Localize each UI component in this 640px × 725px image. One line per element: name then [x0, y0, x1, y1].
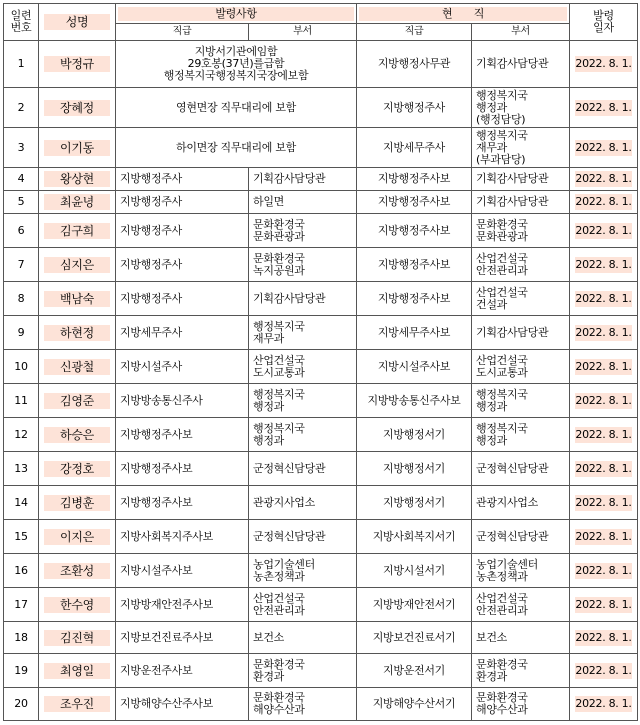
row-cur-dept: 행정복지국 행정과: [472, 418, 570, 452]
row-date: [570, 214, 638, 248]
row-rank: 지방행정주사보: [116, 452, 249, 486]
row-date: [570, 168, 638, 191]
row-dept: 산업건설국 안전관리과: [249, 588, 357, 622]
row-date: [570, 452, 638, 486]
row-cur-rank: 지방시설서기: [357, 554, 472, 588]
row-rank: 지방사회복지주사보: [116, 520, 249, 554]
row-cur-dept: 산업건설국 안전관리과: [472, 588, 570, 622]
row-cur-rank: 지방세무주사: [357, 128, 472, 168]
table-row: [4, 88, 638, 128]
row-dept: 문화환경국 문화관광과: [249, 214, 357, 248]
table-row: [4, 520, 638, 554]
row-dept: 군정혁신담당관: [249, 452, 357, 486]
row-date-text: 2022. 8. 1.: [575, 257, 632, 271]
row-no: 18: [4, 622, 39, 654]
row-no: 4: [4, 168, 39, 191]
row-name-text: 최윤녕: [44, 194, 110, 210]
row-cur-dept: 군정혁신담당관: [472, 520, 570, 554]
row-name-text: 이지은: [44, 529, 110, 545]
row-cur-rank: 지방행정주사보: [357, 214, 472, 248]
row-cur-dept: 기획감사담당관: [472, 168, 570, 191]
row-cur-rank: 지방행정주사보: [357, 248, 472, 282]
row-cur-rank: 지방행정주사보: [357, 191, 472, 214]
row-cur-rank: 지방행정서기: [357, 486, 472, 520]
table-row: [4, 41, 638, 88]
row-name: [39, 88, 116, 128]
row-date: [570, 316, 638, 350]
row-no: 15: [4, 520, 39, 554]
row-name: [39, 128, 116, 168]
row-name-text: 김진혁: [44, 630, 110, 646]
header-date: 발령 일자: [570, 4, 638, 41]
row-no: 13: [4, 452, 39, 486]
row-name: [39, 282, 116, 316]
row-cur-dept: 산업건설국 안전관리과: [472, 248, 570, 282]
row-cur-rank: 지방방송통신주사보: [357, 384, 472, 418]
row-no: 11: [4, 384, 39, 418]
row-date-text: 2022. 8. 1.: [575, 495, 632, 509]
row-no: 19: [4, 654, 39, 688]
row-date-text: 2022. 8. 1.: [575, 597, 632, 611]
row-cur-dept: 관광지사업소: [472, 486, 570, 520]
row-name: [39, 384, 116, 418]
row-name-text: 심지은: [44, 257, 110, 273]
row-name: [39, 168, 116, 191]
row-date: [570, 486, 638, 520]
row-name-text: 장혜정: [44, 100, 110, 116]
row-dept: 문화환경국 해양수산과: [249, 688, 357, 721]
row-cur-rank: 지방행정서기: [357, 418, 472, 452]
row-name-text: 김병훈: [44, 495, 110, 511]
row-cur-dept: 농업기술센터 농촌정책과: [472, 554, 570, 588]
row-date-text: 2022. 8. 1.: [575, 195, 632, 208]
row-name-text: 박정규: [44, 56, 110, 72]
row-cur-dept: 산업건설국 건설과: [472, 282, 570, 316]
row-date: [570, 554, 638, 588]
row-date-text: 2022. 8. 1.: [575, 223, 632, 237]
row-date-text: 2022. 8. 1.: [575, 663, 632, 677]
row-dept: 행정복지국 재무과: [249, 316, 357, 350]
row-date: [570, 128, 638, 168]
row-no: 7: [4, 248, 39, 282]
row-name-text: 최영일: [44, 663, 110, 679]
row-name-text: 왕상현: [44, 171, 110, 187]
table-row: [4, 384, 638, 418]
row-cur-rank: 지방행정주사보: [357, 282, 472, 316]
row-name-text: 이기동: [44, 140, 110, 156]
row-rank: 지방방재안전주사보: [116, 588, 249, 622]
table-row: [4, 282, 638, 316]
row-name: [39, 520, 116, 554]
row-cur-dept: 문화환경국 환경과: [472, 654, 570, 688]
row-rank: 지방행정주사: [116, 168, 249, 191]
row-name-text: 백남숙: [44, 291, 110, 307]
header-cur-dept: 부서: [472, 24, 570, 41]
header-no: 일련 번호: [4, 4, 39, 41]
header-current: 현 직: [357, 4, 570, 24]
row-dept: 관광지사업소: [249, 486, 357, 520]
row-cur-rank: 지방보건진료서기: [357, 622, 472, 654]
row-date: [570, 622, 638, 654]
row-cur-rank: 지방사회복지서기: [357, 520, 472, 554]
row-cur-dept: 기획감사담당관: [472, 316, 570, 350]
row-date-text: 2022. 8. 1.: [575, 291, 632, 305]
row-date-text: 2022. 8. 1.: [575, 393, 632, 407]
row-rank: 지방방송통신주사: [116, 384, 249, 418]
row-name: [39, 316, 116, 350]
row-appointment-merged: 하이면장 직무대리에 보함: [116, 128, 357, 168]
table-row: [4, 316, 638, 350]
row-date-text: 2022. 8. 1.: [575, 529, 632, 543]
row-date: [570, 41, 638, 88]
row-no: 17: [4, 588, 39, 622]
row-dept: 보건소: [249, 622, 357, 654]
row-dept: 문화환경국 녹지공원과: [249, 248, 357, 282]
row-date: [570, 418, 638, 452]
row-cur-rank: 지방운전서기: [357, 654, 472, 688]
row-dept: 행정복지국 행정과: [249, 418, 357, 452]
table-row: [4, 688, 638, 721]
row-rank: 지방시설주사보: [116, 554, 249, 588]
row-cur-dept: 산업건설국 도시교통과: [472, 350, 570, 384]
table-row: [4, 452, 638, 486]
row-cur-dept: 보건소: [472, 622, 570, 654]
row-no: 14: [4, 486, 39, 520]
row-name: [39, 452, 116, 486]
row-dept: 기획감사담당관: [249, 282, 357, 316]
row-name: [39, 191, 116, 214]
row-cur-rank: 지방행정사무관: [357, 41, 472, 88]
row-name: [39, 588, 116, 622]
row-cur-dept: 기획감사담당관: [472, 191, 570, 214]
row-dept: 농업기술센터 농촌정책과: [249, 554, 357, 588]
row-date-text: 2022. 8. 1.: [575, 427, 632, 441]
row-name: [39, 248, 116, 282]
row-name: [39, 654, 116, 688]
row-no: 1: [4, 41, 39, 88]
row-no: 5: [4, 191, 39, 214]
appointment-table: [3, 3, 638, 721]
row-date: [570, 191, 638, 214]
header-rank: 직급: [116, 24, 249, 41]
row-no: 6: [4, 214, 39, 248]
row-cur-rank: 지방방재안전서기: [357, 588, 472, 622]
row-date: [570, 688, 638, 721]
row-dept: 하일면: [249, 191, 357, 214]
row-date: [570, 282, 638, 316]
row-date-text: 2022. 8. 1.: [575, 325, 632, 339]
row-cur-dept: 행정복지국 행정과 (행정담당): [472, 88, 570, 128]
row-name-text: 조우진: [44, 696, 110, 712]
row-dept: 기획감사담당관: [249, 168, 357, 191]
row-dept: 문화환경국 환경과: [249, 654, 357, 688]
row-date-text: 2022. 8. 1.: [575, 100, 632, 114]
row-date-text: 2022. 8. 1.: [575, 461, 632, 475]
row-date: [570, 248, 638, 282]
table-body: [4, 41, 638, 721]
row-dept: 군정혁신담당관: [249, 520, 357, 554]
row-name: [39, 350, 116, 384]
table-row: [4, 486, 638, 520]
row-cur-dept: 문화환경국 문화관광과: [472, 214, 570, 248]
row-rank: 지방행정주사: [116, 191, 249, 214]
row-cur-dept: 행정복지국 행정과: [472, 384, 570, 418]
row-rank: 지방운전주사보: [116, 654, 249, 688]
table-row: [4, 191, 638, 214]
row-no: 12: [4, 418, 39, 452]
row-name-text: 신광철: [44, 359, 110, 375]
row-name-text: 한수영: [44, 597, 110, 613]
row-no: 20: [4, 688, 39, 721]
row-date: [570, 88, 638, 128]
row-dept: 행정복지국 행정과: [249, 384, 357, 418]
row-name-text: 하승은: [44, 427, 110, 443]
row-rank: 지방행정주사: [116, 248, 249, 282]
header-dept: 부서: [249, 24, 357, 41]
table-row: [4, 418, 638, 452]
row-no: 16: [4, 554, 39, 588]
row-cur-rank: 지방해양수산서기: [357, 688, 472, 721]
row-rank: 지방보건진료주사보: [116, 622, 249, 654]
row-name-text: 강정호: [44, 461, 110, 477]
row-name: [39, 214, 116, 248]
row-name: [39, 622, 116, 654]
header-appointment: 발령사항: [116, 4, 357, 24]
row-no: 9: [4, 316, 39, 350]
table-row: [4, 554, 638, 588]
row-date: [570, 350, 638, 384]
row-no: 10: [4, 350, 39, 384]
table-row: [4, 248, 638, 282]
row-rank: 지방세무주사: [116, 316, 249, 350]
row-name: [39, 688, 116, 721]
row-no: 3: [4, 128, 39, 168]
row-name-text: 김영준: [44, 393, 110, 409]
row-date: [570, 654, 638, 688]
row-name: [39, 41, 116, 88]
row-date: [570, 588, 638, 622]
row-name: [39, 554, 116, 588]
row-name: [39, 418, 116, 452]
table-row: [4, 168, 638, 191]
row-date-text: 2022. 8. 1.: [575, 172, 632, 185]
row-date-text: 2022. 8. 1.: [575, 57, 632, 70]
row-name: [39, 486, 116, 520]
row-date: [570, 384, 638, 418]
row-cur-rank: 지방행정주사보: [357, 168, 472, 191]
row-date-text: 2022. 8. 1.: [575, 563, 632, 577]
row-no: 8: [4, 282, 39, 316]
table-row: [4, 128, 638, 168]
row-appointment-merged: 영현면장 직무대리에 보함: [116, 88, 357, 128]
row-rank: 지방시설주사: [116, 350, 249, 384]
row-rank: 지방해양수산주사보: [116, 688, 249, 721]
table-row: [4, 350, 638, 384]
row-date-text: 2022. 8. 1.: [575, 697, 632, 710]
row-rank: 지방행정주사: [116, 282, 249, 316]
row-name-text: 김구희: [44, 223, 110, 239]
row-dept: 산업건설국 도시교통과: [249, 350, 357, 384]
row-date: [570, 520, 638, 554]
row-rank: 지방행정주사보: [116, 486, 249, 520]
row-no: 2: [4, 88, 39, 128]
row-cur-rank: 지방세무주사보: [357, 316, 472, 350]
row-date-text: 2022. 8. 1.: [575, 630, 632, 644]
header-cur-rank: 직급: [357, 24, 472, 41]
row-rank: 지방행정주사: [116, 214, 249, 248]
row-name-text: 하현정: [44, 325, 110, 341]
table-row: [4, 654, 638, 688]
row-cur-dept: 행정복지국 재무과 (부과담당): [472, 128, 570, 168]
row-cur-rank: 지방행정서기: [357, 452, 472, 486]
table-row: [4, 214, 638, 248]
row-cur-rank: 지방시설주사보: [357, 350, 472, 384]
row-appointment-merged: 지방서기관에임함 29호봉(37년)를급함 행정복지국행정복지국장에보함: [116, 41, 357, 88]
table-row: [4, 622, 638, 654]
row-cur-dept: 군정혁신담당관: [472, 452, 570, 486]
row-cur-dept: 문화환경국 해양수산과: [472, 688, 570, 721]
row-cur-dept: 기획감사담당관: [472, 41, 570, 88]
row-cur-rank: 지방행정주사: [357, 88, 472, 128]
table-row: [4, 588, 638, 622]
row-date-text: 2022. 8. 1.: [575, 140, 632, 154]
row-name-text: 조환성: [44, 563, 110, 579]
row-rank: 지방행정주사보: [116, 418, 249, 452]
header-name: 성명: [39, 4, 116, 41]
row-date-text: 2022. 8. 1.: [575, 359, 632, 373]
